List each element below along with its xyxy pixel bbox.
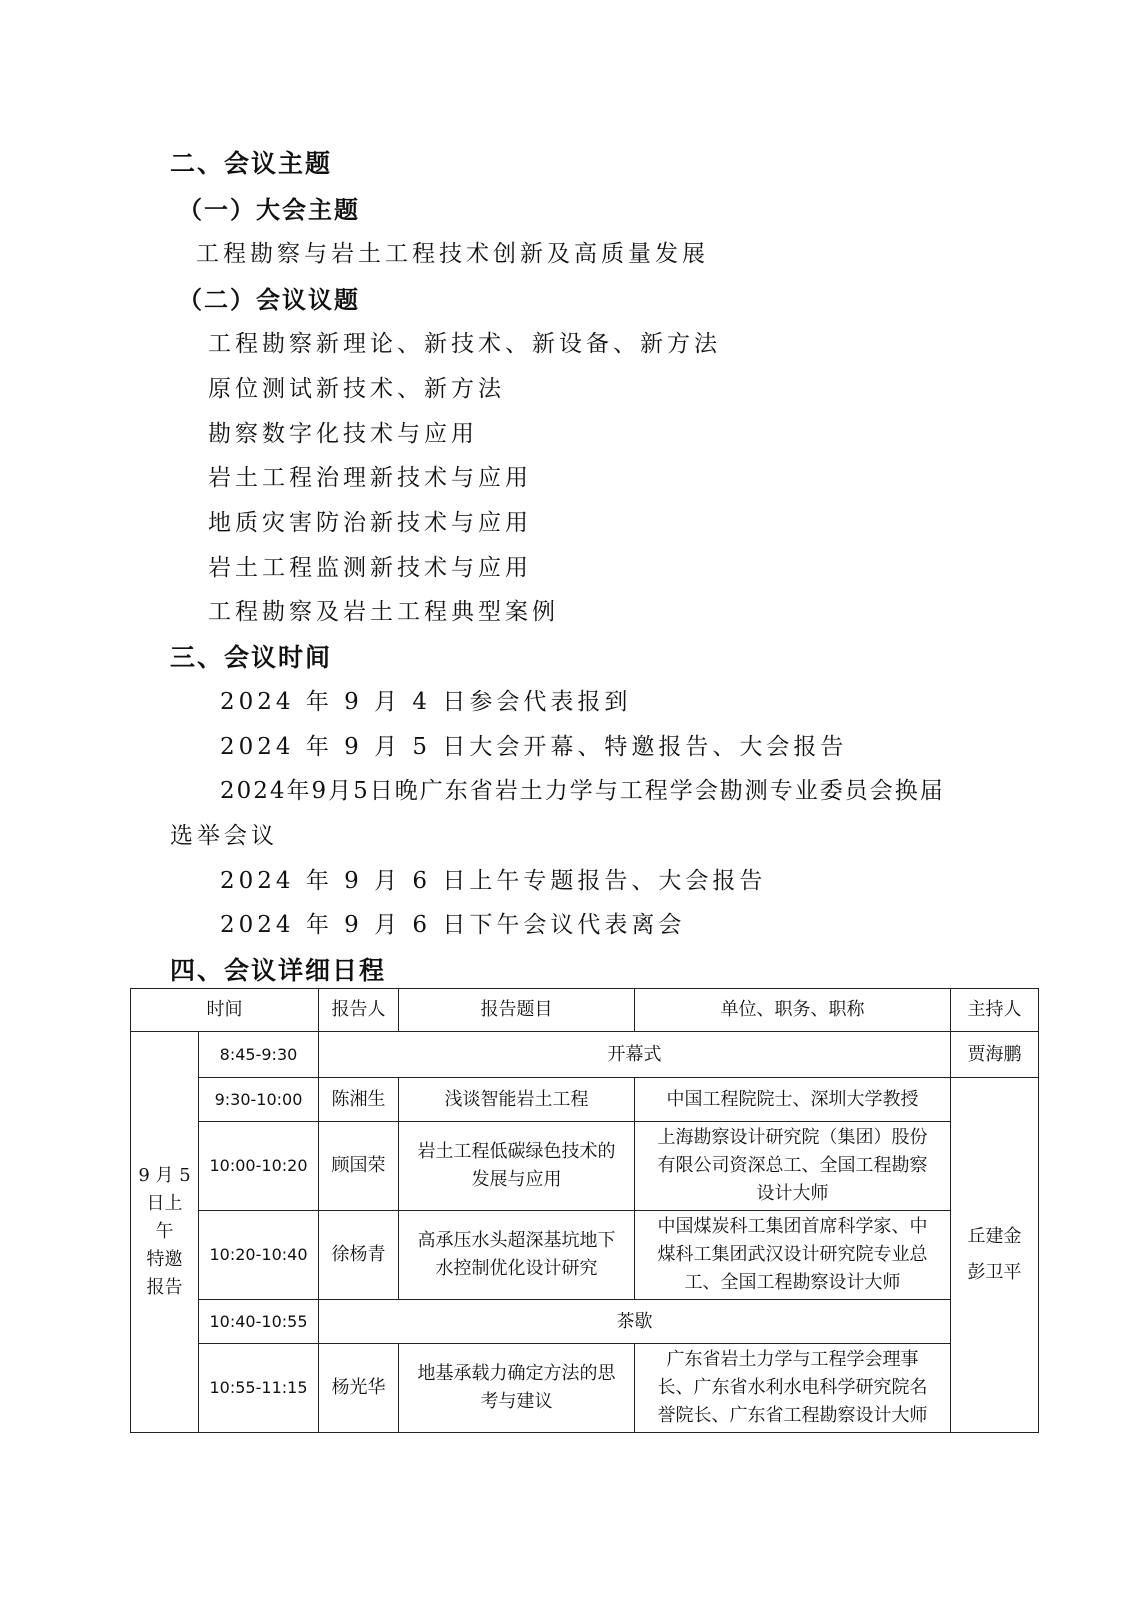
organization-cell	[635, 1344, 951, 1433]
subsection-theme-heading: （一）大会主题	[178, 195, 360, 224]
table-header-row	[131, 989, 1039, 1032]
org-line: 誉院长、广东省工程勘察设计大师	[657, 1405, 928, 1426]
speaker-cell: 徐杨青	[319, 1211, 399, 1300]
host-name: 彭卫平	[967, 1262, 1022, 1283]
schedule-date-item-continued: 选举会议	[170, 823, 278, 849]
table-row	[131, 1078, 1039, 1122]
title-line: 水控制优化设计研究	[435, 1258, 598, 1279]
section-3-heading: 三、会议时间	[170, 643, 333, 672]
topic-item: 原位测试新技术、新方法	[208, 376, 505, 402]
topic-item: 地质灾害防治新技术与应用	[208, 510, 532, 536]
org-line: 煤科工集团武汉设计研究院专业总	[657, 1244, 928, 1265]
title-cell: 浅谈智能岩土工程	[399, 1078, 635, 1122]
session-label-line: 特邀	[146, 1249, 183, 1270]
time-cell: 10:40-10:55	[199, 1300, 319, 1344]
org-line: 工、全国工程勘察设计大师	[684, 1272, 901, 1293]
subsection-topics-heading: （二）会议议题	[178, 285, 360, 314]
org-line: 设计大师	[756, 1183, 829, 1204]
topic-item: 勘察数字化技术与应用	[208, 421, 478, 447]
org-line: 有限公司资深总工、全国工程勘察	[657, 1155, 928, 1176]
org-line: 长、广东省水利水电科学研究院名	[657, 1377, 928, 1398]
topic-item: 工程勘察及岩土工程典型案例	[208, 599, 559, 625]
schedule-date-item: 2024 年 9 月 6 日上午专题报告、大会报告	[220, 868, 767, 894]
topic-item: 岩土工程监测新技术与应用	[208, 555, 532, 581]
section-2-heading: 二、会议主题	[170, 149, 333, 178]
schedule-date-item: 2024 年 9 月 6 日下午会议代表离会	[220, 912, 686, 938]
table-row	[131, 1122, 1039, 1211]
topic-item: 岩土工程治理新技术与应用	[208, 465, 532, 491]
title-line: 发展与应用	[471, 1169, 562, 1190]
schedule-table	[130, 988, 1039, 1433]
org-line: 广东省岩土力学与工程学会理事	[666, 1349, 919, 1370]
merged-event-cell: 茶歇	[319, 1300, 951, 1344]
table-row	[131, 1344, 1039, 1433]
schedule-date-item: 2024 年 9 月 5 日大会开幕、特邀报告、大会报告	[220, 734, 848, 760]
session-label-line: 9 月 5	[138, 1165, 191, 1186]
title-line: 高承压水头超深基坑地下	[417, 1230, 616, 1251]
host-name: 丘建金	[967, 1226, 1022, 1247]
merged-event-cell: 开幕式	[319, 1032, 951, 1078]
host-cell: 贾海鹏	[951, 1032, 1039, 1078]
host-group-cell	[951, 1078, 1039, 1433]
session-label-line: 报告	[146, 1277, 183, 1298]
title-line: 地基承载力确定方法的思	[417, 1363, 616, 1384]
session-label-line: 午	[155, 1221, 174, 1242]
header-host: 主持人	[951, 989, 1039, 1032]
table-row	[131, 1211, 1039, 1300]
title-cell	[399, 1211, 635, 1300]
schedule-date-item: 2024 年 9 月 4 日参会代表报到	[220, 689, 632, 715]
title-line: 考与建议	[480, 1391, 553, 1412]
time-cell: 10:20-10:40	[199, 1211, 319, 1300]
organization-cell	[635, 1211, 951, 1300]
speaker-cell: 陈湘生	[319, 1078, 399, 1122]
header-time: 时间	[131, 989, 319, 1032]
session-label	[131, 1032, 199, 1433]
org-line: 中国煤炭科工集团首席科学家、中	[657, 1216, 928, 1237]
section-4-heading: 四、会议详细日程	[170, 956, 387, 985]
time-cell: 10:00-10:20	[199, 1122, 319, 1211]
header-speaker: 报告人	[319, 989, 399, 1032]
organization-cell: 中国工程院院士、深圳大学教授	[635, 1078, 951, 1122]
org-line: 上海勘察设计研究院（集团）股份	[657, 1127, 928, 1148]
header-title: 报告题目	[399, 989, 635, 1032]
topic-item: 工程勘察新理论、新技术、新设备、新方法	[208, 331, 721, 357]
schedule-date-item: 2024年9月5日晚广东省岩土力学与工程学会勘测专业委员会换届	[220, 778, 945, 804]
time-cell: 9:30-10:00	[199, 1078, 319, 1122]
table-row	[131, 1032, 1039, 1078]
time-cell: 10:55-11:15	[199, 1344, 319, 1433]
header-organization: 单位、职务、职称	[635, 989, 951, 1032]
session-label-line: 日上	[146, 1193, 183, 1214]
organization-cell	[635, 1122, 951, 1211]
time-cell: 8:45-9:30	[199, 1032, 319, 1078]
table-row	[131, 1300, 1039, 1344]
conference-theme: 工程勘察与岩土工程技术创新及高质量发展	[196, 241, 709, 267]
title-line: 岩土工程低碳绿色技术的	[417, 1141, 616, 1162]
speaker-cell: 顾国荣	[319, 1122, 399, 1211]
title-cell	[399, 1122, 635, 1211]
title-cell	[399, 1344, 635, 1433]
speaker-cell: 杨光华	[319, 1344, 399, 1433]
